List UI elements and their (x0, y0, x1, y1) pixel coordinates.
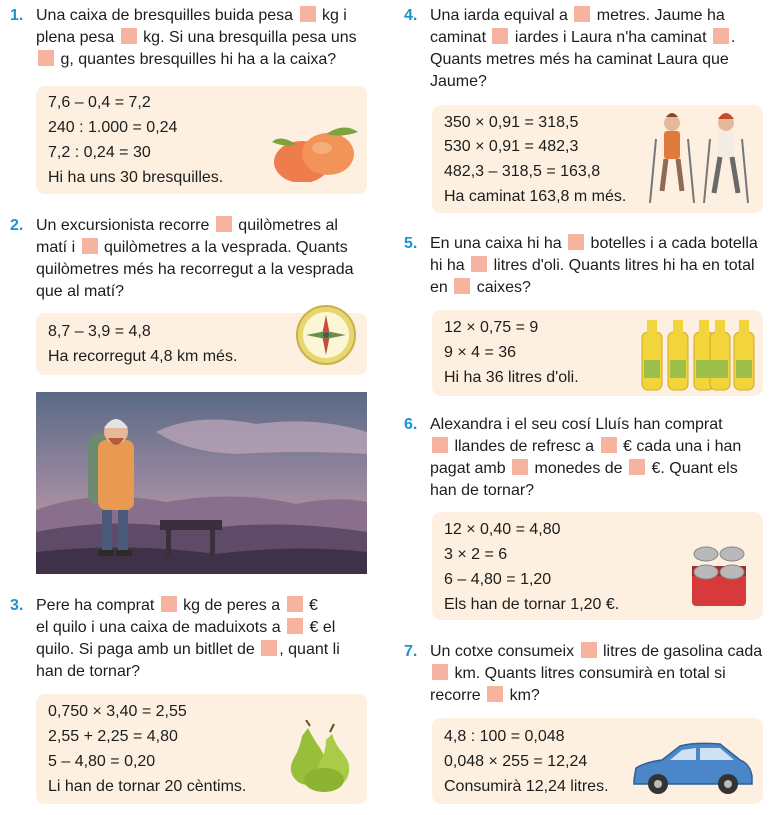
solution-line: 240 : 1.000 = 0,24 (48, 119, 178, 136)
question-text: monedes de (530, 460, 628, 477)
question-text: kg i (317, 7, 347, 24)
question-text: caminat (430, 29, 491, 46)
solution-line: 12 × 0,75 = 9 (444, 319, 539, 336)
blank-square (487, 686, 503, 702)
problem-3 (10, 595, 370, 683)
problem-number: 3. (10, 597, 24, 614)
question-text: litres d'oli. Quants litres hi ha en total (489, 257, 755, 274)
blank-square (287, 596, 303, 612)
pears-icon (284, 720, 360, 792)
question-line (36, 237, 370, 259)
question (36, 5, 370, 71)
solution-answer: Li han de tornar 20 cèntims. (48, 778, 247, 795)
question-line (430, 685, 774, 707)
question-text: € cada una i han (618, 438, 742, 455)
question-line (36, 259, 370, 281)
solution-box (432, 512, 763, 620)
question-text: €. Quant els (647, 460, 738, 477)
solution-answer: Ha caminat 163,8 m més. (444, 188, 627, 205)
question-text: pagat amb (430, 460, 511, 477)
blank-square (216, 216, 232, 232)
question-text: recorre (430, 687, 486, 704)
solution-answer: Ha recorregut 4,8 km més. (48, 348, 238, 365)
question-line (36, 215, 370, 237)
question-text: Alexandra i el seu cosí Lluís han comprat (430, 416, 723, 433)
question-line (430, 49, 774, 71)
question-line (430, 233, 774, 255)
question-text: plena pesa (36, 29, 119, 46)
question-text: kg. Si una bresquilla pesa uns (138, 29, 357, 46)
question-text: llandes de refresc a (450, 438, 599, 455)
question-line (430, 414, 774, 436)
question-text: caixes? (472, 279, 531, 296)
solution-box (36, 86, 367, 194)
question-line (430, 277, 774, 299)
blank-square (82, 238, 98, 254)
question-line (36, 661, 370, 683)
solution-line: 12 × 0,40 = 4,80 (444, 521, 561, 538)
problem-1 (10, 5, 370, 71)
question-line (430, 5, 774, 27)
solution-line: 7,2 : 0,24 = 30 (48, 144, 151, 161)
question-text: matí i (36, 239, 80, 256)
question-line (36, 281, 370, 303)
problem-6 (404, 414, 774, 502)
question (430, 414, 774, 502)
solution-line: 0,048 × 255 = 12,24 (444, 753, 588, 770)
question-line (430, 641, 774, 663)
question-text: que al matí? (36, 283, 125, 300)
blank-square (512, 459, 528, 475)
solution-box (432, 310, 763, 396)
question-text: km. Quants litres consumirà en total si (450, 665, 726, 682)
solution-answer: Hi ha 36 litres d'oli. (444, 369, 579, 386)
hiker-landscape (36, 392, 367, 574)
question-line (430, 480, 774, 502)
blank-square (492, 28, 508, 44)
question (430, 641, 774, 707)
question-text: quilòmetres més ha recorregut a la vesprada (36, 261, 354, 278)
problem-number: 5. (404, 235, 418, 252)
solution-line: 350 × 0,91 = 318,5 (444, 114, 579, 131)
question-text: Una caixa de bresquilles buida pesa (36, 7, 298, 24)
cans-icon (688, 544, 750, 610)
question-text: km? (505, 687, 540, 704)
solution-line: 3 × 2 = 6 (444, 546, 508, 563)
question-line (430, 663, 774, 685)
solution-box (36, 694, 367, 804)
problem-number: 2. (10, 217, 24, 234)
question-line (36, 617, 370, 639)
blank-square (261, 640, 277, 656)
question-text: botelles i a cada botella (586, 235, 758, 252)
problem-number: 7. (404, 643, 418, 660)
solution-answer: Consumirà 12,24 litres. (444, 778, 609, 795)
question (36, 595, 370, 683)
problem-7 (404, 641, 774, 707)
problem-4 (404, 5, 774, 93)
question-line (36, 595, 370, 617)
solution-line: 8,7 – 3,9 = 4,8 (48, 323, 151, 340)
question-line (430, 436, 774, 458)
blank-square (121, 28, 137, 44)
oil-bottles-icon (638, 316, 756, 392)
blank-square (38, 50, 54, 66)
question-text: . (730, 29, 736, 46)
question-text: € el (305, 619, 336, 636)
question-line (36, 49, 370, 71)
blank-square (568, 234, 584, 250)
solution-line: 7,6 – 0,4 = 7,2 (48, 94, 151, 111)
solution-line: 6 – 4,80 = 1,20 (444, 571, 552, 588)
question-text: iardes i Laura n'ha caminat (510, 29, 711, 46)
question-line (36, 639, 370, 661)
solution-answer: Els han de tornar 1,20 €. (444, 596, 620, 613)
question-text: Quants metres més ha caminat Laura que (430, 51, 729, 68)
solution-line: 9 × 4 = 36 (444, 344, 517, 361)
question (36, 215, 370, 303)
question-text: kg de peres a (178, 597, 285, 614)
question-text: quilòmetres al (233, 217, 338, 234)
blank-square (581, 642, 597, 658)
problem-number: 4. (404, 7, 418, 24)
compass-icon (294, 303, 358, 367)
car-icon (628, 740, 756, 796)
question-text: quilo. Si paga amb un bitllet de (36, 641, 260, 658)
question-text: Un excursionista recorre (36, 217, 214, 234)
question-line (430, 458, 774, 480)
blank-square (574, 6, 590, 22)
question-text: han de tornar? (36, 663, 141, 680)
question-text: litres de gasolina cada (598, 643, 763, 660)
blank-square (432, 437, 448, 453)
question-text: g, quantes bresquilles hi ha a la caixa? (56, 51, 337, 68)
solution-box (36, 313, 367, 375)
question-text: quilòmetres a la vesprada. Quants (99, 239, 348, 256)
solution-line: 2,55 + 2,25 = 4,80 (48, 728, 178, 745)
blank-square (471, 256, 487, 272)
blank-square (601, 437, 617, 453)
question-text: Un cotxe consumeix (430, 643, 579, 660)
question-text: Una iarda equival a (430, 7, 573, 24)
solution-line: 0,750 × 3,40 = 2,55 (48, 703, 187, 720)
blank-square (300, 6, 316, 22)
question-text: hi ha (430, 257, 470, 274)
solution-box (432, 105, 763, 213)
question-text: Jaume? (430, 73, 487, 90)
problem-number: 6. (404, 416, 418, 433)
solution-line: 482,3 – 318,5 = 163,8 (444, 163, 601, 180)
question-text: en (430, 279, 453, 296)
blank-square (629, 459, 645, 475)
question-line (430, 255, 774, 277)
question-line (430, 27, 774, 49)
problem-number: 1. (10, 7, 24, 24)
blank-square (161, 596, 177, 612)
peaches-icon (266, 120, 362, 182)
question-text: € (304, 597, 318, 614)
blank-square (287, 618, 303, 634)
hikers-icon (646, 109, 758, 209)
question-line (36, 5, 370, 27)
question-text: han de tornar? (430, 482, 535, 499)
solution-answer: Hi ha uns 30 bresquilles. (48, 169, 224, 186)
question-text: En una caixa hi ha (430, 235, 567, 252)
question-text: metres. Jaume ha (592, 7, 725, 24)
solution-box (432, 718, 763, 804)
question-text: Pere ha comprat (36, 597, 159, 614)
solution-line: 530 × 0,91 = 482,3 (444, 138, 579, 155)
blank-square (454, 278, 470, 294)
question-text: , quant li (279, 641, 340, 658)
question-line (36, 27, 370, 49)
blank-square (432, 664, 448, 680)
question-line (430, 71, 774, 93)
question (430, 5, 774, 93)
question (430, 233, 774, 299)
solution-line: 4,8 : 100 = 0,048 (444, 728, 565, 745)
problem-2 (10, 215, 370, 303)
blank-square (713, 28, 729, 44)
solution-line: 5 – 4,80 = 0,20 (48, 753, 156, 770)
problem-5 (404, 233, 774, 299)
question-text: el quilo i una caixa de maduixots a (36, 619, 286, 636)
